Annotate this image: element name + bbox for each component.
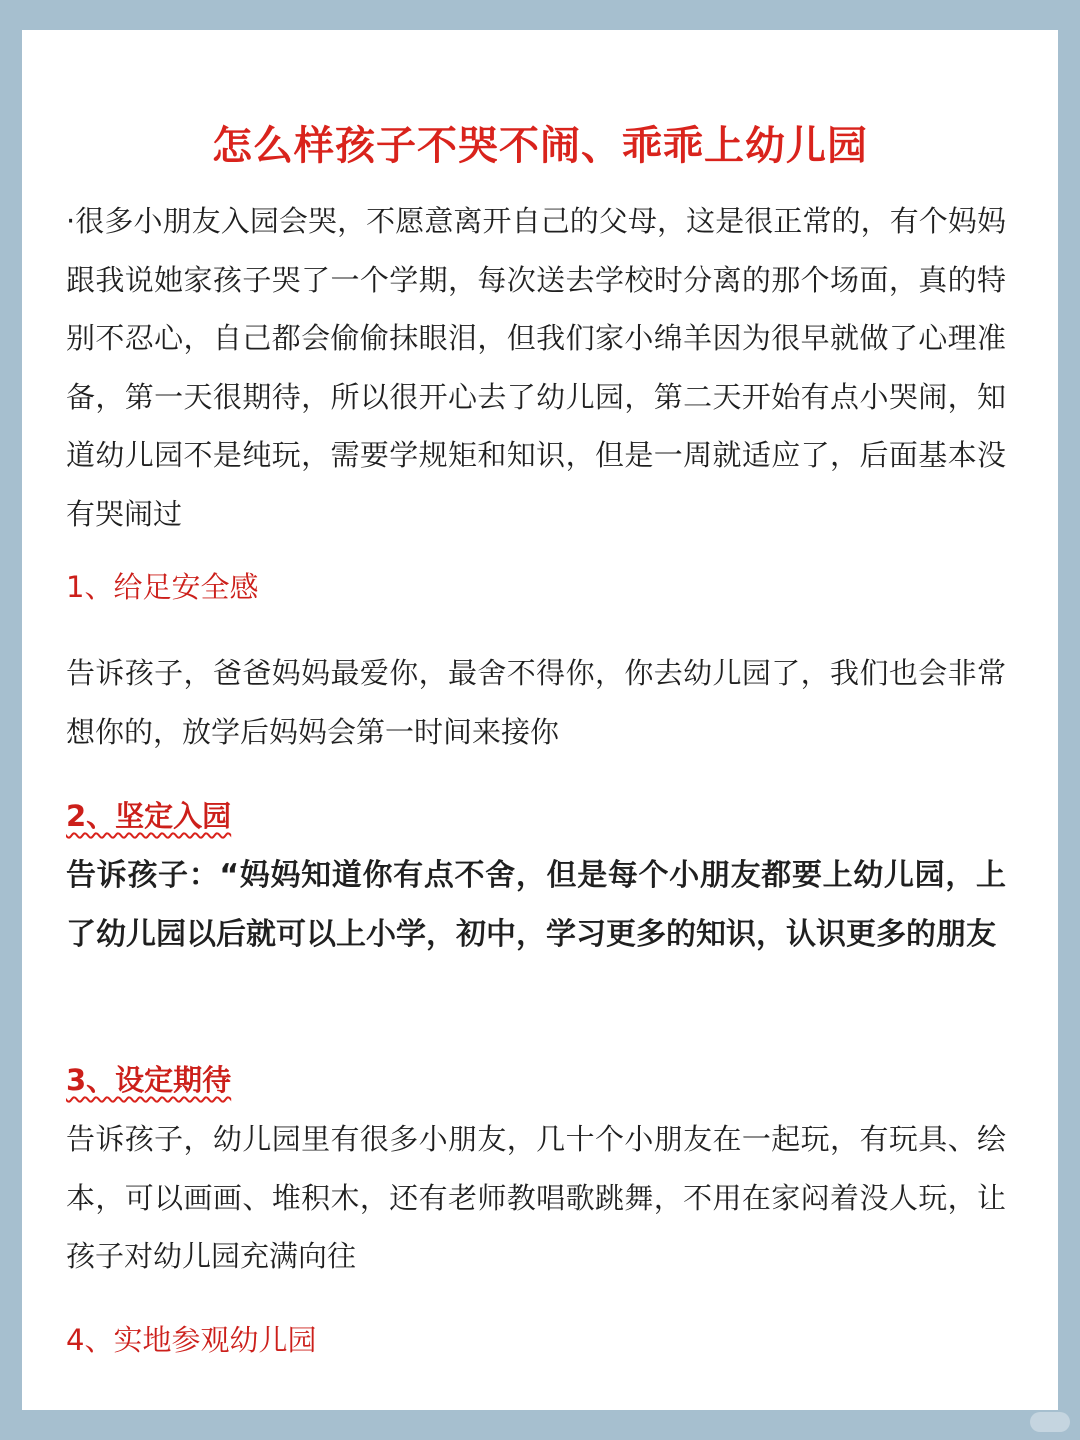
section-heading-3: 3、设定期待 — [66, 1063, 232, 1097]
section-body-3: 告诉孩子，幼儿园里有很多小朋友，几十个小朋友在一起玩，有玩具、绘本，可以画画、堆积木，还有老师教唱歌跳舞，不用在家闷着没人玩，让孩子对幼儿园充满向往 — [66, 1122, 1006, 1273]
section-heading-4: 4、实地参观幼儿园 — [66, 1323, 317, 1357]
section-heading-1: 1、给足安全感 — [66, 570, 259, 604]
document-card — [22, 30, 1058, 1410]
section-body-2: 告诉孩子：“妈妈知道你有点不舍，但是每个小朋友都要上幼儿园，上了幼儿园以后就可以上小学，初中，学习更多的知识，认识更多的朋友 — [66, 858, 1006, 952]
watermark-badge — [1030, 1412, 1070, 1432]
intro-paragraph: ·很多小朋友入园会哭，不愿意离开自己的父母，这是很正常的，有个妈妈跟我说她家孩子哭了一个学期，每次送去学校时分离的那个场面，真的特别不忍心，自己都会偷偷抹眼泪，但我们家小绵羊因为很早就做了心理准备，第一天很期待，所以很开心去了幼儿园，第二天开始有点小哭闹，知道幼儿园不是纯玩，需要学规矩和知识，但是一周就适应了，后面基本没有哭闹过 — [66, 204, 1006, 531]
section-body-1: 告诉孩子，爸爸妈妈最爱你，最舍不得你，你去幼儿园了，我们也会非常想你的，放学后妈妈会第一时间来接你 — [66, 656, 1006, 749]
section-heading-2: 2、坚定入园 — [66, 799, 232, 833]
page-title: 怎么样孩子不哭不闹、乖乖上幼儿园 — [212, 123, 868, 169]
